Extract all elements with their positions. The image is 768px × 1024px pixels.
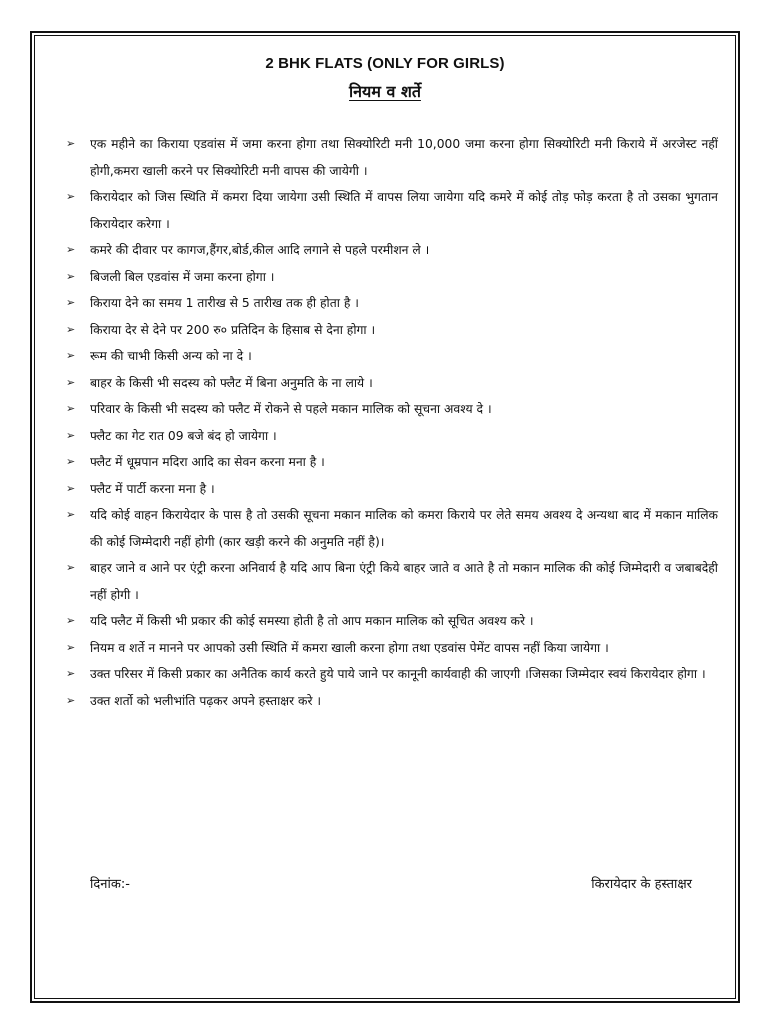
- arrow-bullet-icon: ➢: [66, 561, 76, 574]
- rule-item: [64, 290, 718, 317]
- rule-item: [64, 317, 718, 344]
- arrow-bullet-icon: ➢: [66, 428, 76, 442]
- rule-text: कमरे की दीवार पर कागज,हैंगर,बोर्ड,कील आदि लगाने से पहले परमीशन ले ।: [90, 243, 430, 257]
- rule-item: [64, 635, 718, 662]
- rule-text: फ्लैट में पार्टी करना मना है ।: [90, 481, 215, 496]
- arrow-bullet-icon: ➢: [66, 243, 76, 256]
- rule-text: परिवार के किसी भी सदस्य को फ्लैट में रोकने से पहले मकान मालिक को सूचना अवश्य दे ।: [90, 402, 492, 416]
- rule-text: उक्त परिसर में किसी प्रकार का अनैतिक कार्य करते हुये पाये जाने पर कानूनी कार्यवाही की जाएगी ।जिसका जिम्मेदार स्वयं किरायेदार होगा ।: [90, 667, 706, 681]
- document-title: 2 BHK FLATS (ONLY FOR GIRLS): [265, 55, 505, 72]
- rule-item: [64, 476, 718, 503]
- subtitle-text: नियम व शर्ते: [349, 82, 421, 101]
- rule-item: [64, 661, 718, 688]
- rule-item: [64, 184, 718, 237]
- rule-text: किराया देने का समय 1 तारीख से 5 तारीख तक ही होता है ।: [90, 296, 359, 310]
- arrow-bullet-icon: ➢: [66, 640, 76, 654]
- rule-item: [64, 688, 718, 715]
- rule-text: फ्लैट का गेट रात 09 बजे बंद हो जायेगा ।: [90, 428, 277, 443]
- arrow-bullet-icon: ➢: [66, 693, 76, 707]
- arrow-bullet-icon: ➢: [66, 614, 76, 627]
- arrow-bullet-icon: ➢: [66, 296, 76, 309]
- rule-item: [64, 608, 718, 635]
- rule-text: बिजली बिल एडवांस में जमा करना होगा ।: [90, 269, 275, 284]
- arrow-bullet-icon: ➢: [66, 137, 76, 150]
- rule-text: यदि फ्लैट में किसी भी प्रकार की कोई समस्या होती है तो आप मकान मालिक को सूचित अवश्य करे ।: [90, 614, 534, 628]
- arrow-bullet-icon: ➢: [66, 402, 76, 415]
- rule-item: [64, 237, 718, 264]
- rule-text: किराया देर से देने पर 200 रु० प्रतिदिन के हिसाब से देना होगा ।: [90, 322, 376, 337]
- rule-text: उक्त शर्तो को भलीभांति पढ़कर अपने हस्ताक्षर करे ।: [90, 693, 322, 708]
- rule-text: रूम की चाभी किसी अन्य को ना दे ।: [90, 349, 252, 363]
- rule-item: [64, 449, 718, 476]
- arrow-bullet-icon: ➢: [66, 455, 76, 468]
- rule-text: नियम व शर्ते न मानने पर आपको उसी स्थिति में कमरा खाली करना होगा तथा एडवांस पेमेंट वापस नहीं किया जायेगा ।: [90, 640, 609, 655]
- rules-list: [64, 131, 718, 714]
- signature-label: किरायेदार के हस्ताक्षर: [591, 877, 692, 892]
- rule-text: बाहर के किसी भी सदस्य को फ्लैट में बिना अनुमति के ना लाये ।: [90, 375, 373, 390]
- rule-text: किरायेदार को जिस स्थिति में कमरा दिया जायेगा उसी स्थिति में वापस लिया जायेगा यदि कमरे में कोई तोड़ फोड़ करता है तो उसका भुगतान किरायेदार करेगा ।: [90, 190, 718, 231]
- arrow-bullet-icon: ➢: [66, 190, 76, 203]
- rule-item: [64, 423, 718, 450]
- document-subtitle: [34, 80, 736, 102]
- rule-item: [64, 555, 718, 608]
- arrow-bullet-icon: ➢: [66, 481, 76, 495]
- rule-item: [64, 343, 718, 370]
- rule-item: [64, 131, 718, 184]
- date-label: दिनांक:-: [90, 877, 130, 892]
- arrow-bullet-icon: ➢: [66, 269, 76, 283]
- arrow-bullet-icon: ➢: [66, 667, 76, 680]
- rule-item: [64, 264, 718, 291]
- arrow-bullet-icon: ➢: [66, 375, 76, 389]
- rule-item: [64, 370, 718, 397]
- rule-item: [64, 396, 718, 423]
- rule-text: बाहर जाने व आने पर एंट्री करना अनिवार्य है यदि आप बिना एंट्री किये बाहर जाते व आते है तो मकान मालिक की कोई जिम्मेदारी व जबाबदेही नहीं होगी ।: [90, 561, 718, 602]
- rule-text: यदि कोई वाहन किरायेदार के पास है तो उसकी सूचना मकान मालिक को कमरा किराये पर लेते समय अवश्य दे अन्यथा बाद में मकान मालिक की कोई जिम्मेदारी नहीं होगी (कार खड़ी करने की अनुमति नहीं है)।: [90, 508, 718, 549]
- rule-text: एक महीने का किराया एडवांस में जमा करना होगा तथा सिक्योरिटी मनी 10,000 जमा करना होगा सिक्योरिटी मनी किराये में अरजेस्ट नहीं होगी,कमरा खाली करने पर सिक्योरिटी मनी वापस की जायेगी ।: [90, 137, 718, 178]
- arrow-bullet-icon: ➢: [66, 508, 76, 521]
- arrow-bullet-icon: ➢: [66, 322, 76, 336]
- arrow-bullet-icon: ➢: [66, 349, 76, 362]
- rule-item: [64, 502, 718, 555]
- rule-text: फ्लैट में धूम्रपान मदिरा आदि का सेवन करना मना है ।: [90, 455, 325, 469]
